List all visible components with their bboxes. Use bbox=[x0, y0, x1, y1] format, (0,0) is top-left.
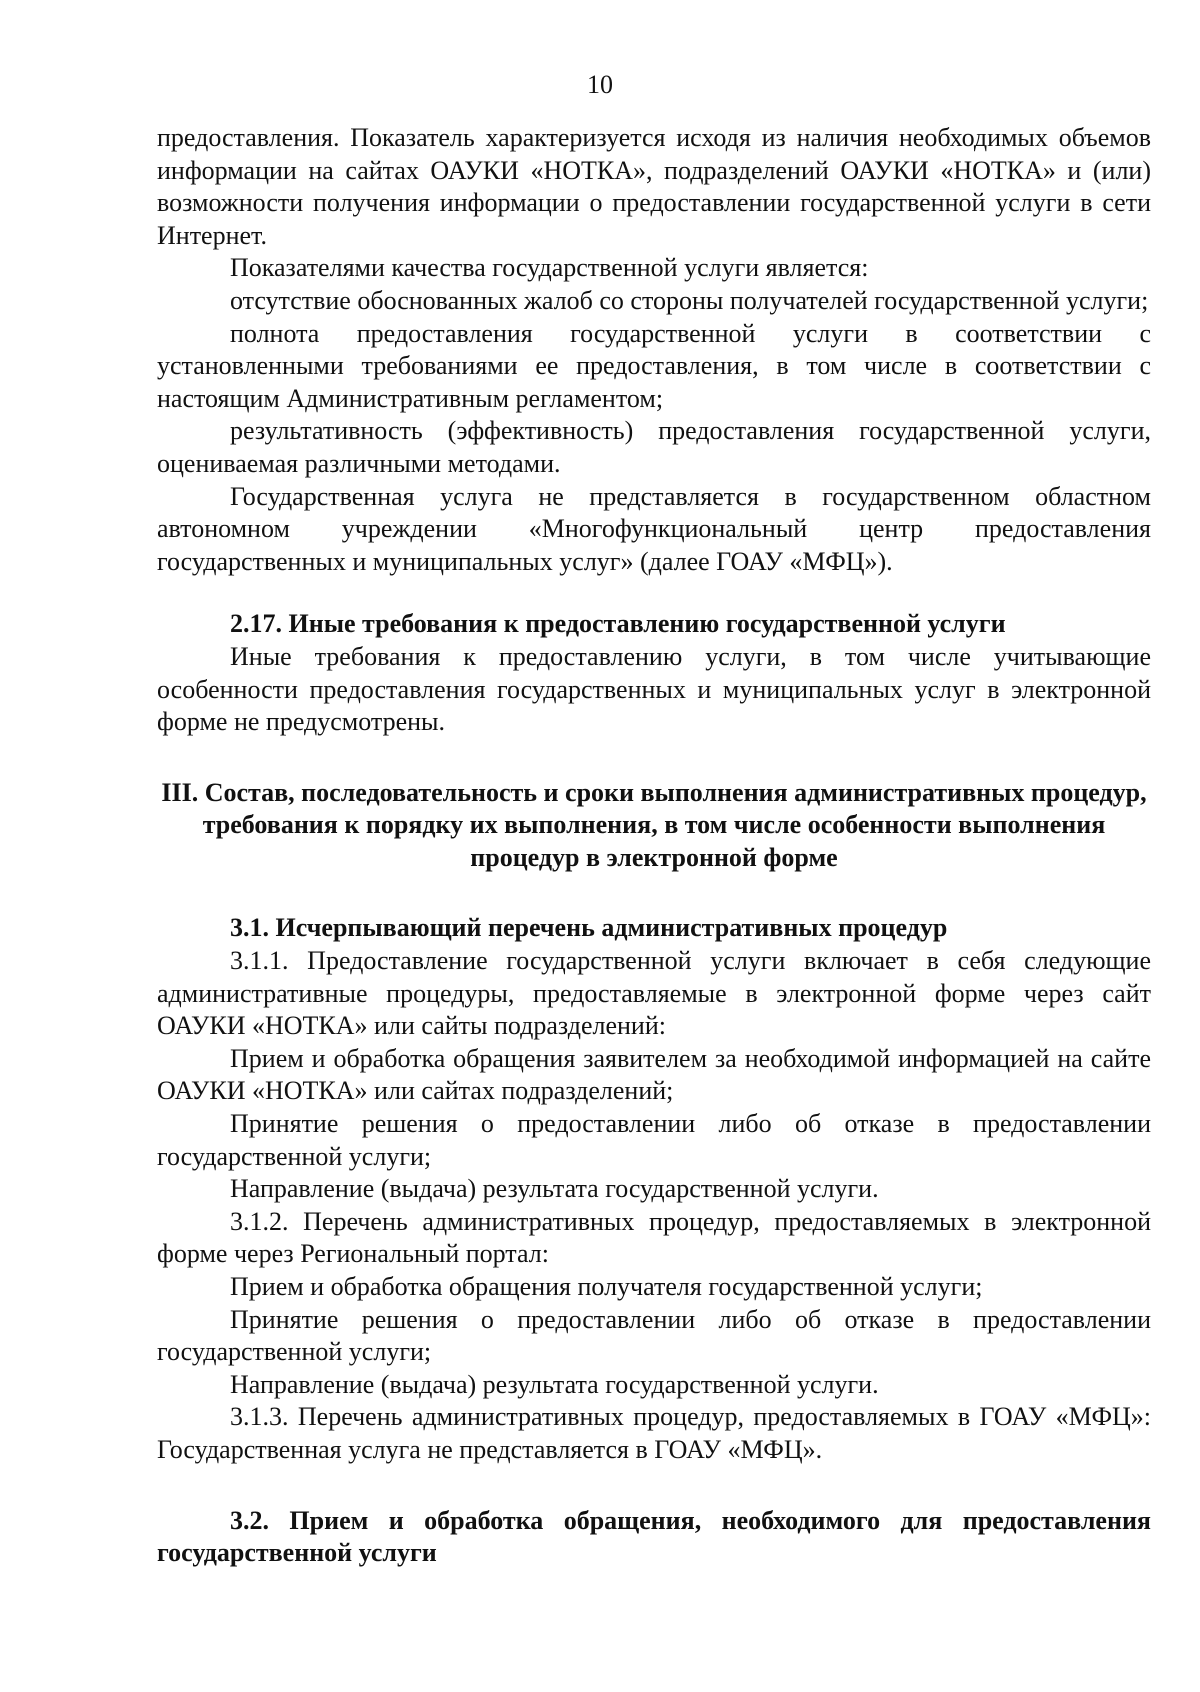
paragraph: Принятие решения о предоставлении либо об отказе в предоставлении государственной услуги; bbox=[157, 1304, 1151, 1367]
paragraph: Государственная услуга не представляется в государственном областном автономном учреждении «Многофункциональный центр предоставления государственных и муниципальных услуг» (далее ГОАУ «МФЦ»). bbox=[157, 481, 1151, 576]
paragraph: 3.1.3. Перечень административных процедур, предоставляемых в ГОАУ «МФЦ»: Государственная услуга не представляется в ГОАУ «МФЦ». bbox=[157, 1402, 1151, 1464]
spacer bbox=[157, 1467, 1151, 1505]
paragraph: предоставления. Показатель характеризуется исходя из наличия необходимых объемов информации на сайтах ОАУКИ «НОТКА», подразделений ОАУКИ «НОТКА» и (или) возможности получения информации о предоставлении государственной услуги в сети Интернет. bbox=[157, 123, 1151, 250]
paragraph: Направление (выдача) результата государственной услуги. bbox=[230, 1369, 879, 1399]
paragraph: 3.1.2. Перечень административных процедур, предоставляемых в электронной форме через Региональный портал: bbox=[157, 1206, 1151, 1269]
section-heading-2-17: 2.17. Иные требования к предоставлению государственной услуги bbox=[230, 609, 1006, 639]
paragraph: полнота предоставления государственной услуги в соответствии с установленными требованиями ее предоставления, в том числе в соответствии с настоящим Административным регламентом; bbox=[157, 318, 1151, 413]
section-heading-3-2: 3.2. Прием и обработка обращения, необходимого для предоставления государственной услуги bbox=[157, 1505, 1151, 1568]
paragraph: Принятие решения о предоставлении либо об отказе в предоставлении государственной услуги; bbox=[157, 1109, 1151, 1171]
paragraph: Прием и обработка обращения получателя государственной услуги; bbox=[230, 1272, 983, 1301]
page-number: 10 bbox=[587, 70, 613, 99]
paragraph: результативность (эффективность) предоставления государственной услуги, оцениваемая различными методами. bbox=[157, 416, 1151, 478]
paragraph: отсутствие обоснованных жалоб со стороны получателей государственной услуги; bbox=[230, 285, 1149, 315]
paragraph: Прием и обработка обращения заявителем за необходимой информацией на сайте ОАУКИ «НОТКА» или сайтах подразделений; bbox=[157, 1043, 1151, 1106]
spacer bbox=[157, 874, 1151, 912]
spacer bbox=[157, 739, 1151, 777]
section-heading-3-1: 3.1. Исчерпывающий перечень административных процедур bbox=[230, 913, 948, 943]
spacer bbox=[157, 578, 1151, 608]
chapter-heading-3: III. Состав, последовательность и сроки выполнения административных процедур, требования к порядку их выполнения, в том числе особенности выполнения процедур в электронной форме bbox=[161, 777, 1147, 872]
paragraph: Направление (выдача) результата государственной услуги. bbox=[230, 1174, 879, 1204]
paragraph: Показателями качества государственной услуги является: bbox=[230, 253, 869, 283]
paragraph: Иные требования к предоставлению услуги, в том числе учитывающие особенности предоставления государственных и муниципальных услуг в электронной форме не предусмотрены. bbox=[157, 641, 1151, 737]
document-body bbox=[157, 122, 1151, 1570]
paragraph: 3.1.1. Предоставление государственной услуги включает в себя следующие административные процедуры, предоставляемые в электронной форме через сайт ОАУКИ «НОТКА» или сайты подразделений: bbox=[157, 946, 1151, 1041]
